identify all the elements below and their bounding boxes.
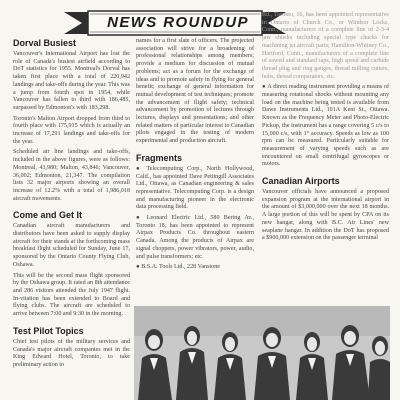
headline-fragments: Fragments [136,152,183,163]
headline-test-pilot-topics: Test Pilot Topics [13,325,84,336]
article-paragraph: Canadian aircraft manufacturers and distributors have been asked to supply display aircraft for their stands at the forthcoming mass breakfast flight scheduled for Sunday, June 17, sponsored by the Ontario County Flying Club, Oshawa. [13,223,130,268]
article-paragraph: Vancouver's International Airport has lost the role of Canada's busiest airfield according to DoT statistics for 1955. Montreal's Dorval has taken first place with a total of 220,942 landings and take-offs during the year. This was a jump from fourth spot in 1954, while Vancouver has fallen to third with 186,485, surpassed by Edmonton's with 183,298. [13,51,130,111]
group-photograph-icon [134,306,390,400]
column-right [262,12,389,246]
headline-come-and-get-it: Come and Get It [13,210,83,221]
article-paragraph: ● Telecomputing Corp., North Hollywood, Calif., has appointed Dave Pettingill Associates Ltd., Ottawa, as Canadian engineering & sales representative. Telecomputing Corp. is a design and manufacturing pioneer in the electronic data processing field. [136,165,254,211]
article-paragraph: names for a first slate of officers. The projected association will strive for a broadening of professional relationships among members; provide a medium for discussion of mutual problems; act as a forum for the exchange of ideas and to promote safety in flying for general benefit; exchange of general information for mutual development of test techniques; promote the advancement of flight safety; technical advancement by promotion of lectures through lectures, displays and presentations; and other related matters of particular interest to Canadian pilots engaged in the testing of modern experimental and production aircraft. [136,38,254,145]
article-paragraph: This will be the second mass flight sponsored by the Oshawa group. It rated an 8th attendance and 286 visitors attended the July 1947 flight. In-vitation has been extended to Board and flying clubs. The aircraft are scheduled to arrive between 7:00 and 9:30 in the morning. [13,272,130,318]
article-paragraph: Rd., Toronto, 16, has been appointed representative in Ontario of Church Co., or Windsor Locks, Conn., manufacturers of a complete line of 2-3-4 jaw chucks including special type chucks for machining jet aircraft parts; Hamilton-Whitney Co., Hartford, Conn., manufacturers of a complete line of sawed and standard taps, high speed and carbide thread plug and ring gauges, thread milling cutters, hobs, thread comparators, etc. [262,12,389,80]
headline-canadian-airports: Canadian Airports [262,176,340,187]
article-paragraph: Scheduled air line landings and take-offs, included in the above figures, were as follows: Montreal, 43,980; Malton, 43,846; Vancouver, 36,002; Edmonton, 21,347. The compilation lists 32 major airports showing an overall increase of 12.2% with a total of 1,986,018 aircraft movements. [13,149,130,202]
article-paragraph: Toronto's Malton Airport dropped from third to fourth place with 175,915 which is actually an increase of 17,291 landings and take-offs for the year. [13,115,130,145]
column-middle [136,38,254,275]
article-paragraph: Vancouver officials have announced a proposed expansion program at the international airport in the amount of $3,000,000 over the next 18 months. A large portion of this will be spent by CPA on its new hangar, along with B.C. Air Lines' new seaplane hangar. In addition the DoT has proposed a $900,000 extension on the passenger terminal [262,189,389,242]
article-paragraph: ● B.S.A. Tools Ltd., 228 Vanstone [136,264,220,271]
headline-dorval-busiest: Dorval Busiest [13,38,77,48]
article-paragraph: Chief test pilots of the military services and Canada's major aircraft companies met in the King Edward Hotel, Toronto, to take preliminary action to [13,338,130,368]
banner-title: NEWS ROUNDUP [107,14,249,31]
article-paragraph: ● A direct reading instrument providing a means of measuring rotational shocks without mounting any load on the machine being tested is available from Dawe Instruments Ltd., 101A Kent St., Ottawa. Known as the Frequency Meter and Photo-Electric Pickup, the instrument has a range covering 5 c/s to 15,000 c/s, with 1° accuracy. Speeds as low as 100 rpm can be measured. Particularly suitable for measurement of varying speeds such as are encountered on small centrifugal gyroscopes or motors. [262,84,389,168]
news-roundup-banner [64,10,286,36]
article-paragraph: ● Leonard Electric Ltd., 580 Bering Av., Toronto 18, has been appointed to represent Airpax Products Co. throughout eastern Canada. Among the products of Airpax are signal choppers, power vibrators, power, audio, and pulse transformers; etc. [136,215,254,260]
column-left [13,38,130,373]
